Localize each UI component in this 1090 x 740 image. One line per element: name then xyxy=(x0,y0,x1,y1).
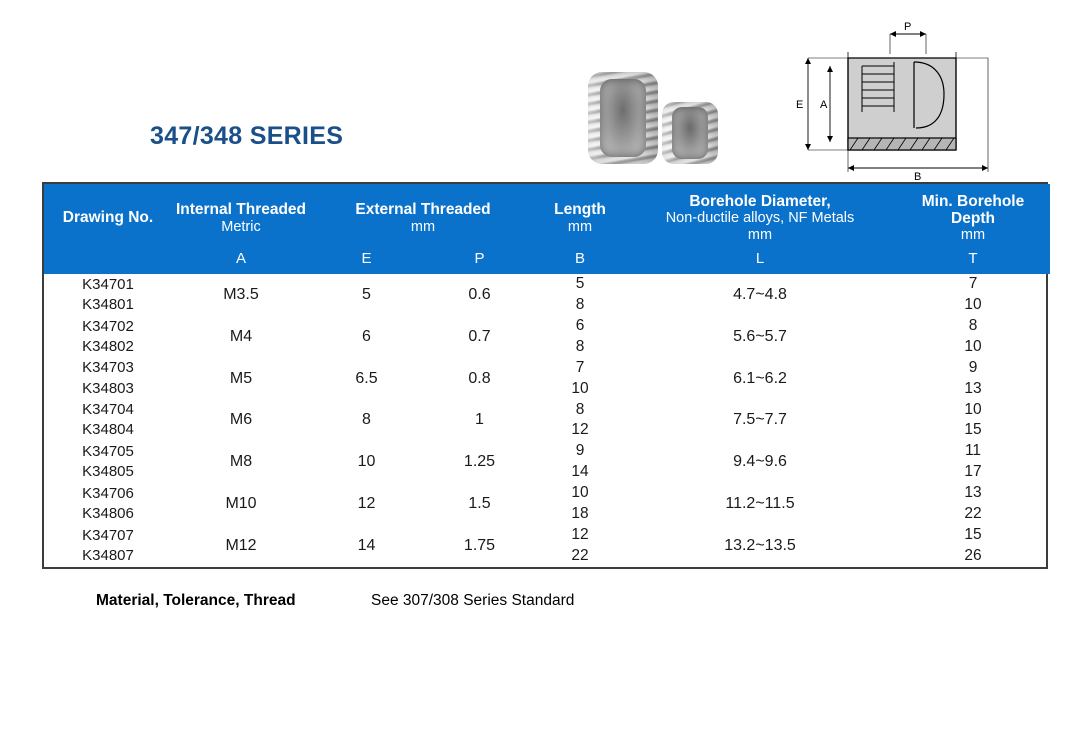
symbol-a: A xyxy=(172,247,310,274)
cell-drawing-no xyxy=(44,316,172,358)
symbol-b: B xyxy=(536,247,624,274)
drawing-label-p: P xyxy=(904,21,912,33)
drawing-label-b: B xyxy=(914,171,922,180)
cell-length-b xyxy=(536,441,624,483)
cell-external-e: 6.5 xyxy=(355,369,378,387)
length-upper: 6 xyxy=(575,316,585,334)
cell-drawing-no xyxy=(44,525,172,567)
length-upper: 8 xyxy=(575,400,585,418)
cell-pitch-p: 1.5 xyxy=(468,495,491,513)
cell-drawing-no xyxy=(44,441,172,483)
depth-upper: 10 xyxy=(964,400,982,418)
cell-borehole-diameter-l: 7.5~7.7 xyxy=(733,411,787,429)
cell-internal-thread: M3.5 xyxy=(223,285,259,303)
drawing-no-lower: K34803 xyxy=(82,379,134,397)
table-row xyxy=(44,358,1050,400)
depth-lower: 15 xyxy=(964,421,982,439)
cell-length-b xyxy=(536,483,624,525)
table-row xyxy=(44,483,1050,525)
table-row xyxy=(44,316,1050,358)
depth-upper: 7 xyxy=(968,275,978,292)
length-upper: 5 xyxy=(575,275,585,292)
length-lower: 22 xyxy=(571,546,589,564)
header-min-borehole-depth-unit: mm xyxy=(960,227,986,244)
page-title: 347/348 SERIES xyxy=(150,122,344,150)
depth-upper: 13 xyxy=(964,484,982,502)
depth-lower: 26 xyxy=(964,546,982,564)
table-row xyxy=(44,274,1050,316)
symbol-p: P xyxy=(423,247,536,274)
cell-length-b xyxy=(536,358,624,400)
drawing-no-upper: K34704 xyxy=(82,401,134,419)
drawing-no-upper: K34701 xyxy=(82,275,134,293)
cell-internal-thread: M12 xyxy=(225,536,257,554)
depth-upper: 15 xyxy=(964,526,982,544)
cell-drawing-no xyxy=(44,483,172,525)
cell-external-e: 8 xyxy=(362,411,371,429)
symbol-drawing-no xyxy=(44,247,172,274)
threaded-insert-small-icon xyxy=(662,102,718,164)
depth-lower: 10 xyxy=(964,295,982,313)
drawing-label-a: A xyxy=(820,99,828,111)
table-row xyxy=(44,525,1050,567)
drawing-no-upper: K34703 xyxy=(82,359,134,377)
length-lower: 8 xyxy=(575,295,585,313)
cell-internal-thread: M4 xyxy=(229,327,253,345)
cell-length-b xyxy=(536,274,624,316)
cell-borehole-depth-t xyxy=(896,274,1050,316)
drawing-no-upper: K34707 xyxy=(82,526,134,544)
table-header-titles-row xyxy=(44,184,1050,247)
symbol-l: L xyxy=(624,247,896,274)
cell-external-e: 6 xyxy=(362,327,371,345)
length-upper: 9 xyxy=(575,442,585,460)
cell-borehole-depth-t xyxy=(896,316,1050,358)
length-upper: 12 xyxy=(571,526,589,544)
cell-drawing-no xyxy=(44,274,172,316)
cell-pitch-p: 1.75 xyxy=(463,536,496,554)
cell-borehole-depth-t xyxy=(896,441,1050,483)
cell-length-b xyxy=(536,316,624,358)
technical-drawing-svg xyxy=(786,20,1016,180)
header-borehole-diameter-unit: mm xyxy=(747,226,773,243)
drawing-no-upper: K34705 xyxy=(82,443,134,461)
depth-upper: 8 xyxy=(968,316,978,334)
depth-upper: 9 xyxy=(968,358,978,376)
cell-length-b xyxy=(536,400,624,442)
cell-borehole-diameter-l: 5.6~5.7 xyxy=(733,327,787,345)
symbol-t: T xyxy=(896,247,1050,274)
header-borehole-diameter xyxy=(624,184,896,247)
cell-borehole-depth-t xyxy=(896,483,1050,525)
symbol-e: E xyxy=(310,247,423,274)
cell-pitch-p: 1 xyxy=(475,411,484,429)
header-internal-threaded-unit: Metric xyxy=(221,218,261,235)
drawing-no-lower: K34806 xyxy=(82,505,134,523)
cell-external-e: 5 xyxy=(362,285,371,303)
length-lower: 18 xyxy=(571,505,589,523)
table-row xyxy=(44,400,1050,442)
cell-drawing-no xyxy=(44,358,172,400)
depth-lower: 22 xyxy=(964,505,982,523)
cell-external-e: 10 xyxy=(357,453,376,471)
specification-table xyxy=(42,182,1048,569)
header-borehole-diameter-title: Borehole Diameter, xyxy=(689,193,831,211)
length-lower: 8 xyxy=(575,337,585,355)
cell-pitch-p: 0.7 xyxy=(468,327,491,345)
cell-length-b xyxy=(536,525,624,567)
cell-external-e: 14 xyxy=(357,536,376,554)
threaded-insert-large-icon xyxy=(588,72,658,164)
drawing-no-lower: K34805 xyxy=(82,463,134,481)
header-length-title: Length xyxy=(554,201,606,219)
cell-borehole-depth-t xyxy=(896,400,1050,442)
header-min-borehole-depth-title: Min. Borehole Depth xyxy=(921,192,1025,227)
length-upper: 7 xyxy=(575,358,585,376)
table-header-symbols-row xyxy=(44,247,1050,274)
table-row xyxy=(44,441,1050,483)
cell-internal-thread: M10 xyxy=(225,495,257,513)
cell-borehole-diameter-l: 11.2~11.5 xyxy=(725,495,795,513)
product-photo xyxy=(570,60,740,170)
cell-borehole-depth-t xyxy=(896,358,1050,400)
cell-borehole-diameter-l: 9.4~9.6 xyxy=(733,453,787,471)
cell-borehole-diameter-l: 13.2~13.5 xyxy=(724,536,796,554)
cell-borehole-depth-t xyxy=(896,525,1050,567)
table-header xyxy=(44,184,1050,274)
drawing-no-lower: K34802 xyxy=(82,337,134,355)
header-borehole-diameter-sub: Non-ductile alloys, NF Metals xyxy=(665,210,855,227)
header-length-unit: mm xyxy=(567,218,593,235)
depth-lower: 10 xyxy=(964,337,982,355)
footer-note-label: Material, Tolerance, Thread xyxy=(96,592,296,609)
footer-note xyxy=(96,592,574,610)
length-lower: 10 xyxy=(571,379,589,397)
header-min-borehole-depth xyxy=(896,184,1050,247)
cell-pitch-p: 0.6 xyxy=(468,285,491,303)
drawing-no-lower: K34804 xyxy=(82,421,134,439)
header-internal-threaded-title: Internal Threaded xyxy=(175,201,307,219)
cell-internal-thread: M5 xyxy=(229,369,253,387)
header-external-threaded xyxy=(310,184,536,247)
drawing-no-lower: K34801 xyxy=(82,295,134,313)
drawing-no-upper: K34702 xyxy=(82,317,134,335)
depth-upper: 11 xyxy=(964,442,982,460)
cell-internal-thread: M8 xyxy=(229,453,253,471)
drawing-no-upper: K34706 xyxy=(82,484,134,502)
header-internal-threaded xyxy=(172,184,310,247)
length-upper: 10 xyxy=(571,484,589,502)
table-body xyxy=(44,274,1050,567)
header-external-threaded-unit: mm xyxy=(410,218,436,235)
cell-borehole-diameter-l: 6.1~6.2 xyxy=(733,369,787,387)
cell-external-e: 12 xyxy=(357,495,376,513)
drawing-label-e: E xyxy=(796,99,804,111)
header-length xyxy=(536,184,624,247)
header-external-threaded-title: External Threaded xyxy=(355,201,491,219)
depth-lower: 13 xyxy=(964,379,982,397)
header-drawing-no: Drawing No. xyxy=(44,184,172,247)
drawing-no-lower: K34807 xyxy=(82,546,134,564)
length-lower: 14 xyxy=(571,463,589,481)
cell-internal-thread: M6 xyxy=(229,411,253,429)
footer-note-value: See 307/308 Series Standard xyxy=(371,592,575,609)
cell-pitch-p: 0.8 xyxy=(468,369,491,387)
cell-drawing-no xyxy=(44,400,172,442)
cell-borehole-diameter-l: 4.7~4.8 xyxy=(733,285,787,303)
technical-drawing xyxy=(786,20,1016,180)
depth-lower: 17 xyxy=(964,463,982,481)
length-lower: 12 xyxy=(571,421,589,439)
cell-pitch-p: 1.25 xyxy=(463,453,496,471)
